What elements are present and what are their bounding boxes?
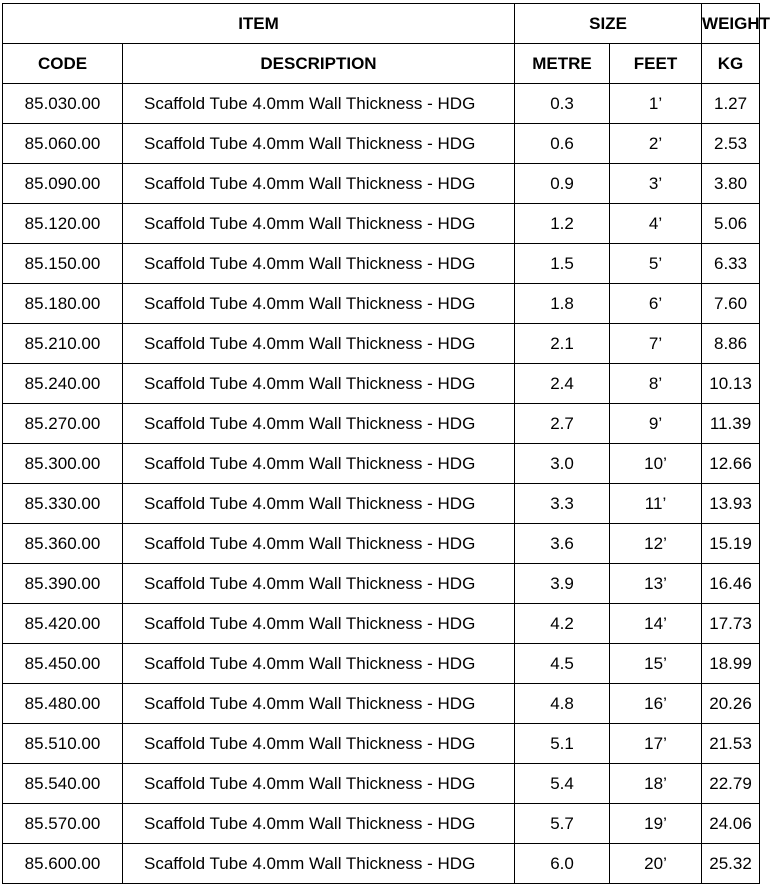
table-row <box>3 124 760 164</box>
metre-cell: 3.0 <box>515 444 610 484</box>
code-cell: 85.090.00 <box>3 164 123 204</box>
metre-cell: 4.5 <box>515 644 610 684</box>
code-cell: 85.240.00 <box>3 364 123 404</box>
feet-cell: 17’ <box>610 724 702 764</box>
table-row <box>3 164 760 204</box>
metre-cell: 5.7 <box>515 804 610 844</box>
description-cell: Scaffold Tube 4.0mm Wall Thickness - HDG <box>123 124 515 164</box>
table-row <box>3 804 760 844</box>
table-row <box>3 484 760 524</box>
description-cell: Scaffold Tube 4.0mm Wall Thickness - HDG <box>123 684 515 724</box>
description-cell: Scaffold Tube 4.0mm Wall Thickness - HDG <box>123 844 515 884</box>
kg-cell: 15.19 <box>702 524 760 564</box>
description-cell: Scaffold Tube 4.0mm Wall Thickness - HDG <box>123 404 515 444</box>
metre-cell: 0.3 <box>515 84 610 124</box>
code-cell: 85.510.00 <box>3 724 123 764</box>
metre-cell: 5.4 <box>515 764 610 804</box>
kg-cell: 10.13 <box>702 364 760 404</box>
description-cell: Scaffold Tube 4.0mm Wall Thickness - HDG <box>123 804 515 844</box>
feet-cell: 5’ <box>610 244 702 284</box>
code-cell: 85.570.00 <box>3 804 123 844</box>
feet-cell: 8’ <box>610 364 702 404</box>
item-group-header: ITEM <box>3 4 515 44</box>
kg-cell: 21.53 <box>702 724 760 764</box>
code-cell: 85.480.00 <box>3 684 123 724</box>
kg-cell: 2.53 <box>702 124 760 164</box>
table-header <box>3 4 770 84</box>
code-cell: 85.360.00 <box>3 524 123 564</box>
description-cell: Scaffold Tube 4.0mm Wall Thickness - HDG <box>123 484 515 524</box>
description-cell: Scaffold Tube 4.0mm Wall Thickness - HDG <box>123 324 515 364</box>
table-row <box>3 204 760 244</box>
kg-cell: 6.33 <box>702 244 760 284</box>
description-cell: Scaffold Tube 4.0mm Wall Thickness - HDG <box>123 604 515 644</box>
kg-cell: 20.26 <box>702 684 760 724</box>
table-row <box>3 284 760 324</box>
metre-cell: 0.6 <box>515 124 610 164</box>
description-cell: Scaffold Tube 4.0mm Wall Thickness - HDG <box>123 84 515 124</box>
code-cell: 85.450.00 <box>3 644 123 684</box>
kg-cell: 5.06 <box>702 204 760 244</box>
description-cell: Scaffold Tube 4.0mm Wall Thickness - HDG <box>123 564 515 604</box>
feet-cell: 14’ <box>610 604 702 644</box>
feet-cell: 11’ <box>610 484 702 524</box>
code-cell: 85.330.00 <box>3 484 123 524</box>
description-cell: Scaffold Tube 4.0mm Wall Thickness - HDG <box>123 244 515 284</box>
kg-cell: 25.32 <box>702 844 760 884</box>
metre-cell: 3.9 <box>515 564 610 604</box>
metre-cell: 3.6 <box>515 524 610 564</box>
header-column-row <box>3 44 760 84</box>
description-cell: Scaffold Tube 4.0mm Wall Thickness - HDG <box>123 284 515 324</box>
code-cell: 85.600.00 <box>3 844 123 884</box>
metre-cell: 0.9 <box>515 164 610 204</box>
metre-column-header: METRE <box>515 44 610 84</box>
kg-cell: 16.46 <box>702 564 760 604</box>
metre-cell: 4.2 <box>515 604 610 644</box>
size-group-header: SIZE <box>515 4 702 44</box>
kg-cell: 8.86 <box>702 324 760 364</box>
feet-cell: 18’ <box>610 764 702 804</box>
kg-cell: 13.93 <box>702 484 760 524</box>
table-row <box>3 564 760 604</box>
description-cell: Scaffold Tube 4.0mm Wall Thickness - HDG <box>123 444 515 484</box>
metre-cell: 2.1 <box>515 324 610 364</box>
metre-cell: 1.2 <box>515 204 610 244</box>
feet-cell: 13’ <box>610 564 702 604</box>
code-cell: 85.390.00 <box>3 564 123 604</box>
kg-cell: 1.27 <box>702 84 760 124</box>
table-row <box>3 604 760 644</box>
description-cell: Scaffold Tube 4.0mm Wall Thickness - HDG <box>123 724 515 764</box>
metre-cell: 2.4 <box>515 364 610 404</box>
code-cell: 85.210.00 <box>3 324 123 364</box>
feet-cell: 2’ <box>610 124 702 164</box>
code-column-header: CODE <box>3 44 123 84</box>
metre-cell: 2.7 <box>515 404 610 444</box>
kg-cell: 11.39 <box>702 404 760 444</box>
code-cell: 85.060.00 <box>3 124 123 164</box>
scaffold-tube-table <box>2 3 770 884</box>
kg-cell: 3.80 <box>702 164 760 204</box>
product-table-container <box>2 3 770 884</box>
code-cell: 85.150.00 <box>3 244 123 284</box>
table-row <box>3 724 760 764</box>
code-cell: 85.180.00 <box>3 284 123 324</box>
description-cell: Scaffold Tube 4.0mm Wall Thickness - HDG <box>123 644 515 684</box>
weight-group-header: WEIGHT <box>702 4 760 44</box>
kg-cell: 12.66 <box>702 444 760 484</box>
feet-cell: 19’ <box>610 804 702 844</box>
feet-cell: 4’ <box>610 204 702 244</box>
feet-cell: 1’ <box>610 84 702 124</box>
metre-cell: 5.1 <box>515 724 610 764</box>
table-row <box>3 324 760 364</box>
table-row <box>3 524 760 564</box>
feet-cell: 3’ <box>610 164 702 204</box>
table-row <box>3 404 760 444</box>
table-row <box>3 684 760 724</box>
feet-column-header: FEET <box>610 44 702 84</box>
metre-cell: 6.0 <box>515 844 610 884</box>
feet-cell: 6’ <box>610 284 702 324</box>
description-cell: Scaffold Tube 4.0mm Wall Thickness - HDG <box>123 364 515 404</box>
feet-cell: 20’ <box>610 844 702 884</box>
kg-cell: 18.99 <box>702 644 760 684</box>
table-body <box>3 84 760 884</box>
header-group-row <box>3 4 760 44</box>
description-cell: Scaffold Tube 4.0mm Wall Thickness - HDG <box>123 524 515 564</box>
feet-cell: 9’ <box>610 404 702 444</box>
code-cell: 85.420.00 <box>3 604 123 644</box>
description-cell: Scaffold Tube 4.0mm Wall Thickness - HDG <box>123 764 515 804</box>
metre-cell: 1.5 <box>515 244 610 284</box>
metre-cell: 4.8 <box>515 684 610 724</box>
table-row <box>3 364 760 404</box>
table-row <box>3 244 760 284</box>
table-row <box>3 84 760 124</box>
code-cell: 85.030.00 <box>3 84 123 124</box>
feet-cell: 16’ <box>610 684 702 724</box>
description-column-header: DESCRIPTION <box>123 44 515 84</box>
feet-cell: 15’ <box>610 644 702 684</box>
metre-cell: 1.8 <box>515 284 610 324</box>
code-cell: 85.540.00 <box>3 764 123 804</box>
code-cell: 85.120.00 <box>3 204 123 244</box>
kg-cell: 17.73 <box>702 604 760 644</box>
table-row <box>3 444 760 484</box>
feet-cell: 12’ <box>610 524 702 564</box>
kg-cell: 22.79 <box>702 764 760 804</box>
kg-column-header: KG <box>702 44 760 84</box>
table-row <box>3 644 760 684</box>
kg-cell: 24.06 <box>702 804 760 844</box>
code-cell: 85.300.00 <box>3 444 123 484</box>
description-cell: Scaffold Tube 4.0mm Wall Thickness - HDG <box>123 164 515 204</box>
metre-cell: 3.3 <box>515 484 610 524</box>
table-row <box>3 764 760 804</box>
code-cell: 85.270.00 <box>3 404 123 444</box>
feet-cell: 10’ <box>610 444 702 484</box>
table-row <box>3 844 760 884</box>
description-cell: Scaffold Tube 4.0mm Wall Thickness - HDG <box>123 204 515 244</box>
feet-cell: 7’ <box>610 324 702 364</box>
kg-cell: 7.60 <box>702 284 760 324</box>
